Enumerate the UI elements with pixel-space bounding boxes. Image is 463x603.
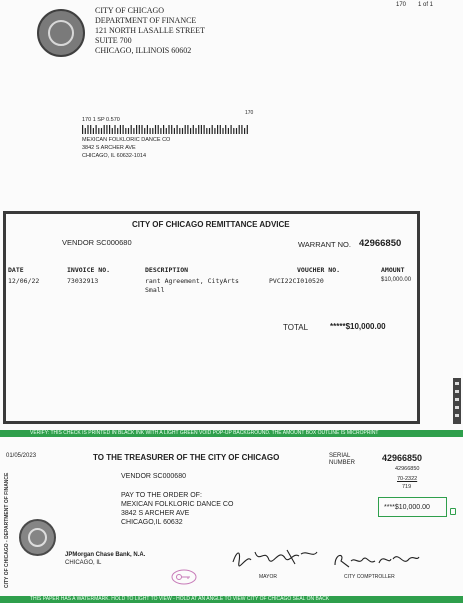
sender-line-5: CHICAGO, ILLINOIS 60602 [95, 46, 192, 55]
side-department-text [1, 450, 11, 590]
warrant-label: WARRANT NO. [298, 240, 351, 249]
payee-street: 3842 S ARCHER AVE [121, 510, 190, 517]
column-header-description: DESCRIPTION [145, 266, 189, 274]
sort-line: 170 1 SP 0.570 [82, 117, 120, 123]
page-count: 1 of 1 [418, 2, 434, 8]
sender-line-1: CITY OF CHICAGO [95, 6, 165, 15]
warrant-number: 42966850 [359, 238, 402, 249]
remittance-title: CITY OF CHICAGO REMITTANCE ADVICE [132, 220, 290, 229]
row-invoice: 73032913 [67, 277, 99, 285]
sender-line-3: 121 NORTH LASALLE STREET [95, 26, 205, 35]
side-department-label: CITY OF CHICAGO - DEPARTMENT OF FINANCE [4, 472, 10, 588]
sender-line-4: SUITE 700 [95, 36, 132, 45]
column-header-voucher: VOUCHER NO. [297, 266, 341, 274]
mayor-label: MAYOR [259, 574, 277, 580]
payee-city: CHICAGO,IL 60632 [121, 519, 183, 526]
comptroller-label: CITY COMPTROLLER [344, 574, 395, 580]
row-amount: $10,000.00 [381, 277, 412, 283]
postal-barcode [82, 125, 252, 134]
padlock-icon [450, 508, 456, 515]
city-seal-icon [37, 9, 85, 57]
routing-fraction-top: 70-2322 [397, 476, 418, 482]
serial-label-line-2: NUMBER [329, 460, 356, 466]
check-date: 01/05/2023 [6, 453, 37, 459]
serial-number: 42966850 [382, 453, 423, 463]
total-amount: *****$10,000.00 [330, 322, 386, 331]
row-description-cont: Small [145, 286, 165, 294]
check-amount: ****$10,000.00 [384, 504, 430, 511]
column-header-date: DATE [8, 266, 24, 274]
mailing-code: 170 [245, 110, 254, 116]
bank-name: JPMorgan Chase Bank, N.A. [65, 552, 146, 558]
sender-line-2: DEPARTMENT OF FINANCE [95, 16, 197, 25]
row-description: rant Agreement, CityArts [145, 277, 239, 285]
security-band-bottom-text: THIS PAPER HAS A WATERMARK. HOLD TO LIGHT TO VIEW - HOLD AT AN ANGLE TO VIEW CITY OF CHICAGO SEAL ON BACK [30, 596, 330, 602]
recipient-line-2: 3842 S ARCHER AVE [82, 145, 136, 151]
tear-stub-marks [452, 376, 462, 426]
city-seal-check-icon [19, 519, 56, 556]
check-vendor-id: VENDOR SC000680 [121, 473, 186, 480]
recipient-line-1: MEXICAN FOLKLORIC DANCE CO [82, 137, 171, 143]
page-number: 170 [396, 2, 407, 8]
row-voucher: PVCI22CI010520 [269, 277, 324, 285]
serial-number-small: 42966850 [395, 466, 420, 472]
routing-fraction-bottom: 719 [402, 484, 412, 490]
recipient-line-3: CHICAGO, IL 60632-1014 [82, 153, 146, 159]
total-label: TOTAL [283, 323, 309, 332]
comptroller-signature [329, 547, 421, 571]
vendor-id: VENDOR SC000680 [62, 238, 132, 247]
check-title: TO THE TREASURER OF THE CITY OF CHICAGO [93, 453, 280, 462]
column-header-invoice: INVOICE NO. [67, 266, 111, 274]
security-band-top [0, 430, 463, 437]
column-header-amount: AMOUNT [381, 266, 405, 274]
mayor-signature [229, 544, 321, 570]
pay-to-label: PAY TO THE ORDER OF: [121, 492, 202, 499]
security-band-bottom [0, 596, 463, 603]
key-watermark-icon [171, 569, 197, 585]
serial-label-line-1: SERIAL [329, 453, 351, 459]
serial-label [329, 453, 355, 467]
security-band-top-text: VERIFY: THIS CHECK IS PRINTED IN BLACK INK WITH A LIGHT GREEN VOID POP-UP BACKGROUND. THE AMOUNT BOX OUTLINE IS MICROPRINT [30, 430, 379, 436]
bank-city: CHICAGO, IL [65, 560, 102, 566]
payee-name: MEXICAN FOLKLORIC DANCE CO [121, 501, 234, 508]
row-date: 12/06/22 [8, 277, 40, 285]
